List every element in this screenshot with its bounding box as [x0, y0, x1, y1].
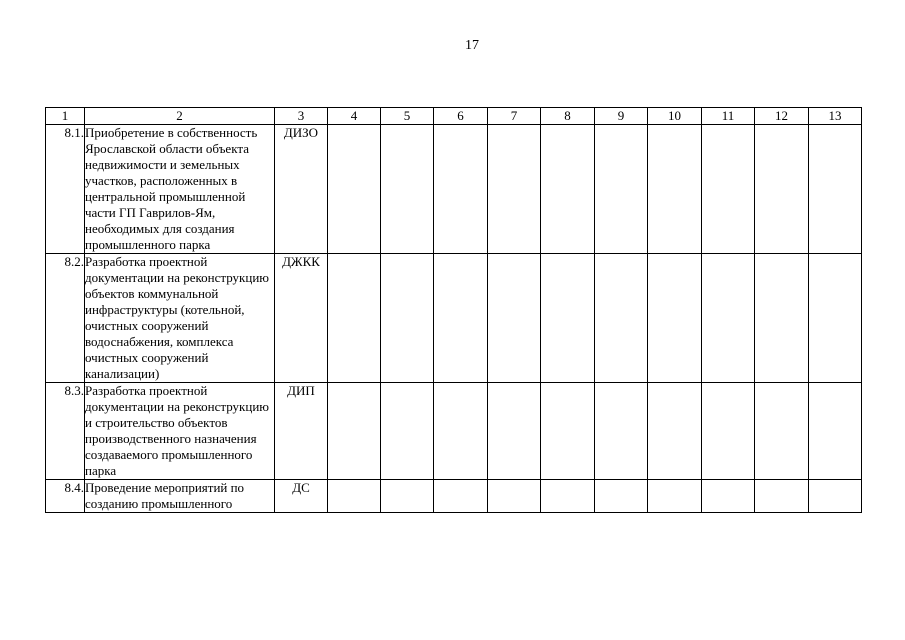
empty-cell — [755, 125, 809, 254]
empty-cell — [434, 125, 488, 254]
executor-code: ДЖКК — [275, 254, 328, 383]
row-number: 8.3. — [46, 383, 85, 480]
measure-name: Разработка проектной документации на реконструкцию и строительство объектов производственного назначения создаваемого промышленного парка — [85, 383, 275, 480]
empty-cell — [702, 254, 755, 383]
empty-cell — [809, 254, 862, 383]
empty-cell — [541, 254, 595, 383]
table-row — [46, 480, 862, 513]
row-number: 8.4. — [46, 480, 85, 513]
column-header: 3 — [275, 108, 328, 125]
column-header: 1 — [46, 108, 85, 125]
empty-cell — [434, 383, 488, 480]
empty-cell — [755, 383, 809, 480]
column-header: 8 — [541, 108, 595, 125]
empty-cell — [648, 254, 702, 383]
table-row — [46, 254, 862, 383]
empty-cell — [381, 125, 434, 254]
table-row — [46, 383, 862, 480]
empty-cell — [434, 480, 488, 513]
row-number: 8.2. — [46, 254, 85, 383]
column-header: 2 — [85, 108, 275, 125]
column-header: 7 — [488, 108, 541, 125]
empty-cell — [541, 383, 595, 480]
column-header: 12 — [755, 108, 809, 125]
column-header: 9 — [595, 108, 648, 125]
empty-cell — [648, 480, 702, 513]
empty-cell — [328, 480, 381, 513]
executor-code: ДС — [275, 480, 328, 513]
empty-cell — [755, 254, 809, 383]
row-number: 8.1. — [46, 125, 85, 254]
empty-cell — [541, 125, 595, 254]
empty-cell — [381, 254, 434, 383]
empty-cell — [755, 480, 809, 513]
table-row — [46, 125, 862, 254]
executor-code: ДИЗО — [275, 125, 328, 254]
measure-name: Проведение мероприятий по созданию промышленного — [85, 480, 275, 513]
measure-name: Разработка проектной документации на реконструкцию объектов коммунальной инфраструктуры (котельной, очистных сооружений водоснабжения, комплекса очистных сооружений канализации) — [85, 254, 275, 383]
empty-cell — [809, 480, 862, 513]
empty-cell — [809, 125, 862, 254]
empty-cell — [702, 480, 755, 513]
empty-cell — [595, 254, 648, 383]
empty-cell — [488, 383, 541, 480]
executor-code: ДИП — [275, 383, 328, 480]
empty-cell — [648, 125, 702, 254]
column-header: 4 — [328, 108, 381, 125]
column-header: 11 — [702, 108, 755, 125]
empty-cell — [328, 254, 381, 383]
column-header: 13 — [809, 108, 862, 125]
header-row — [46, 108, 862, 125]
empty-cell — [702, 383, 755, 480]
empty-cell — [541, 480, 595, 513]
empty-cell — [595, 480, 648, 513]
empty-cell — [595, 383, 648, 480]
column-header: 5 — [381, 108, 434, 125]
column-header: 10 — [648, 108, 702, 125]
measures-table — [45, 107, 862, 513]
empty-cell — [809, 383, 862, 480]
empty-cell — [488, 480, 541, 513]
page-number: 17 — [465, 38, 479, 53]
empty-cell — [328, 125, 381, 254]
measure-name: Приобретение в собственность Ярославской области объекта недвижимости и земельных участков, расположенных в центральной промышленной части ГП Гаврилов-Ям, необходимых для создания промышленного парка — [85, 125, 275, 254]
empty-cell — [488, 254, 541, 383]
column-header: 6 — [434, 108, 488, 125]
empty-cell — [381, 480, 434, 513]
empty-cell — [381, 383, 434, 480]
empty-cell — [488, 125, 541, 254]
empty-cell — [648, 383, 702, 480]
empty-cell — [702, 125, 755, 254]
empty-cell — [328, 383, 381, 480]
empty-cell — [595, 125, 648, 254]
empty-cell — [434, 254, 488, 383]
